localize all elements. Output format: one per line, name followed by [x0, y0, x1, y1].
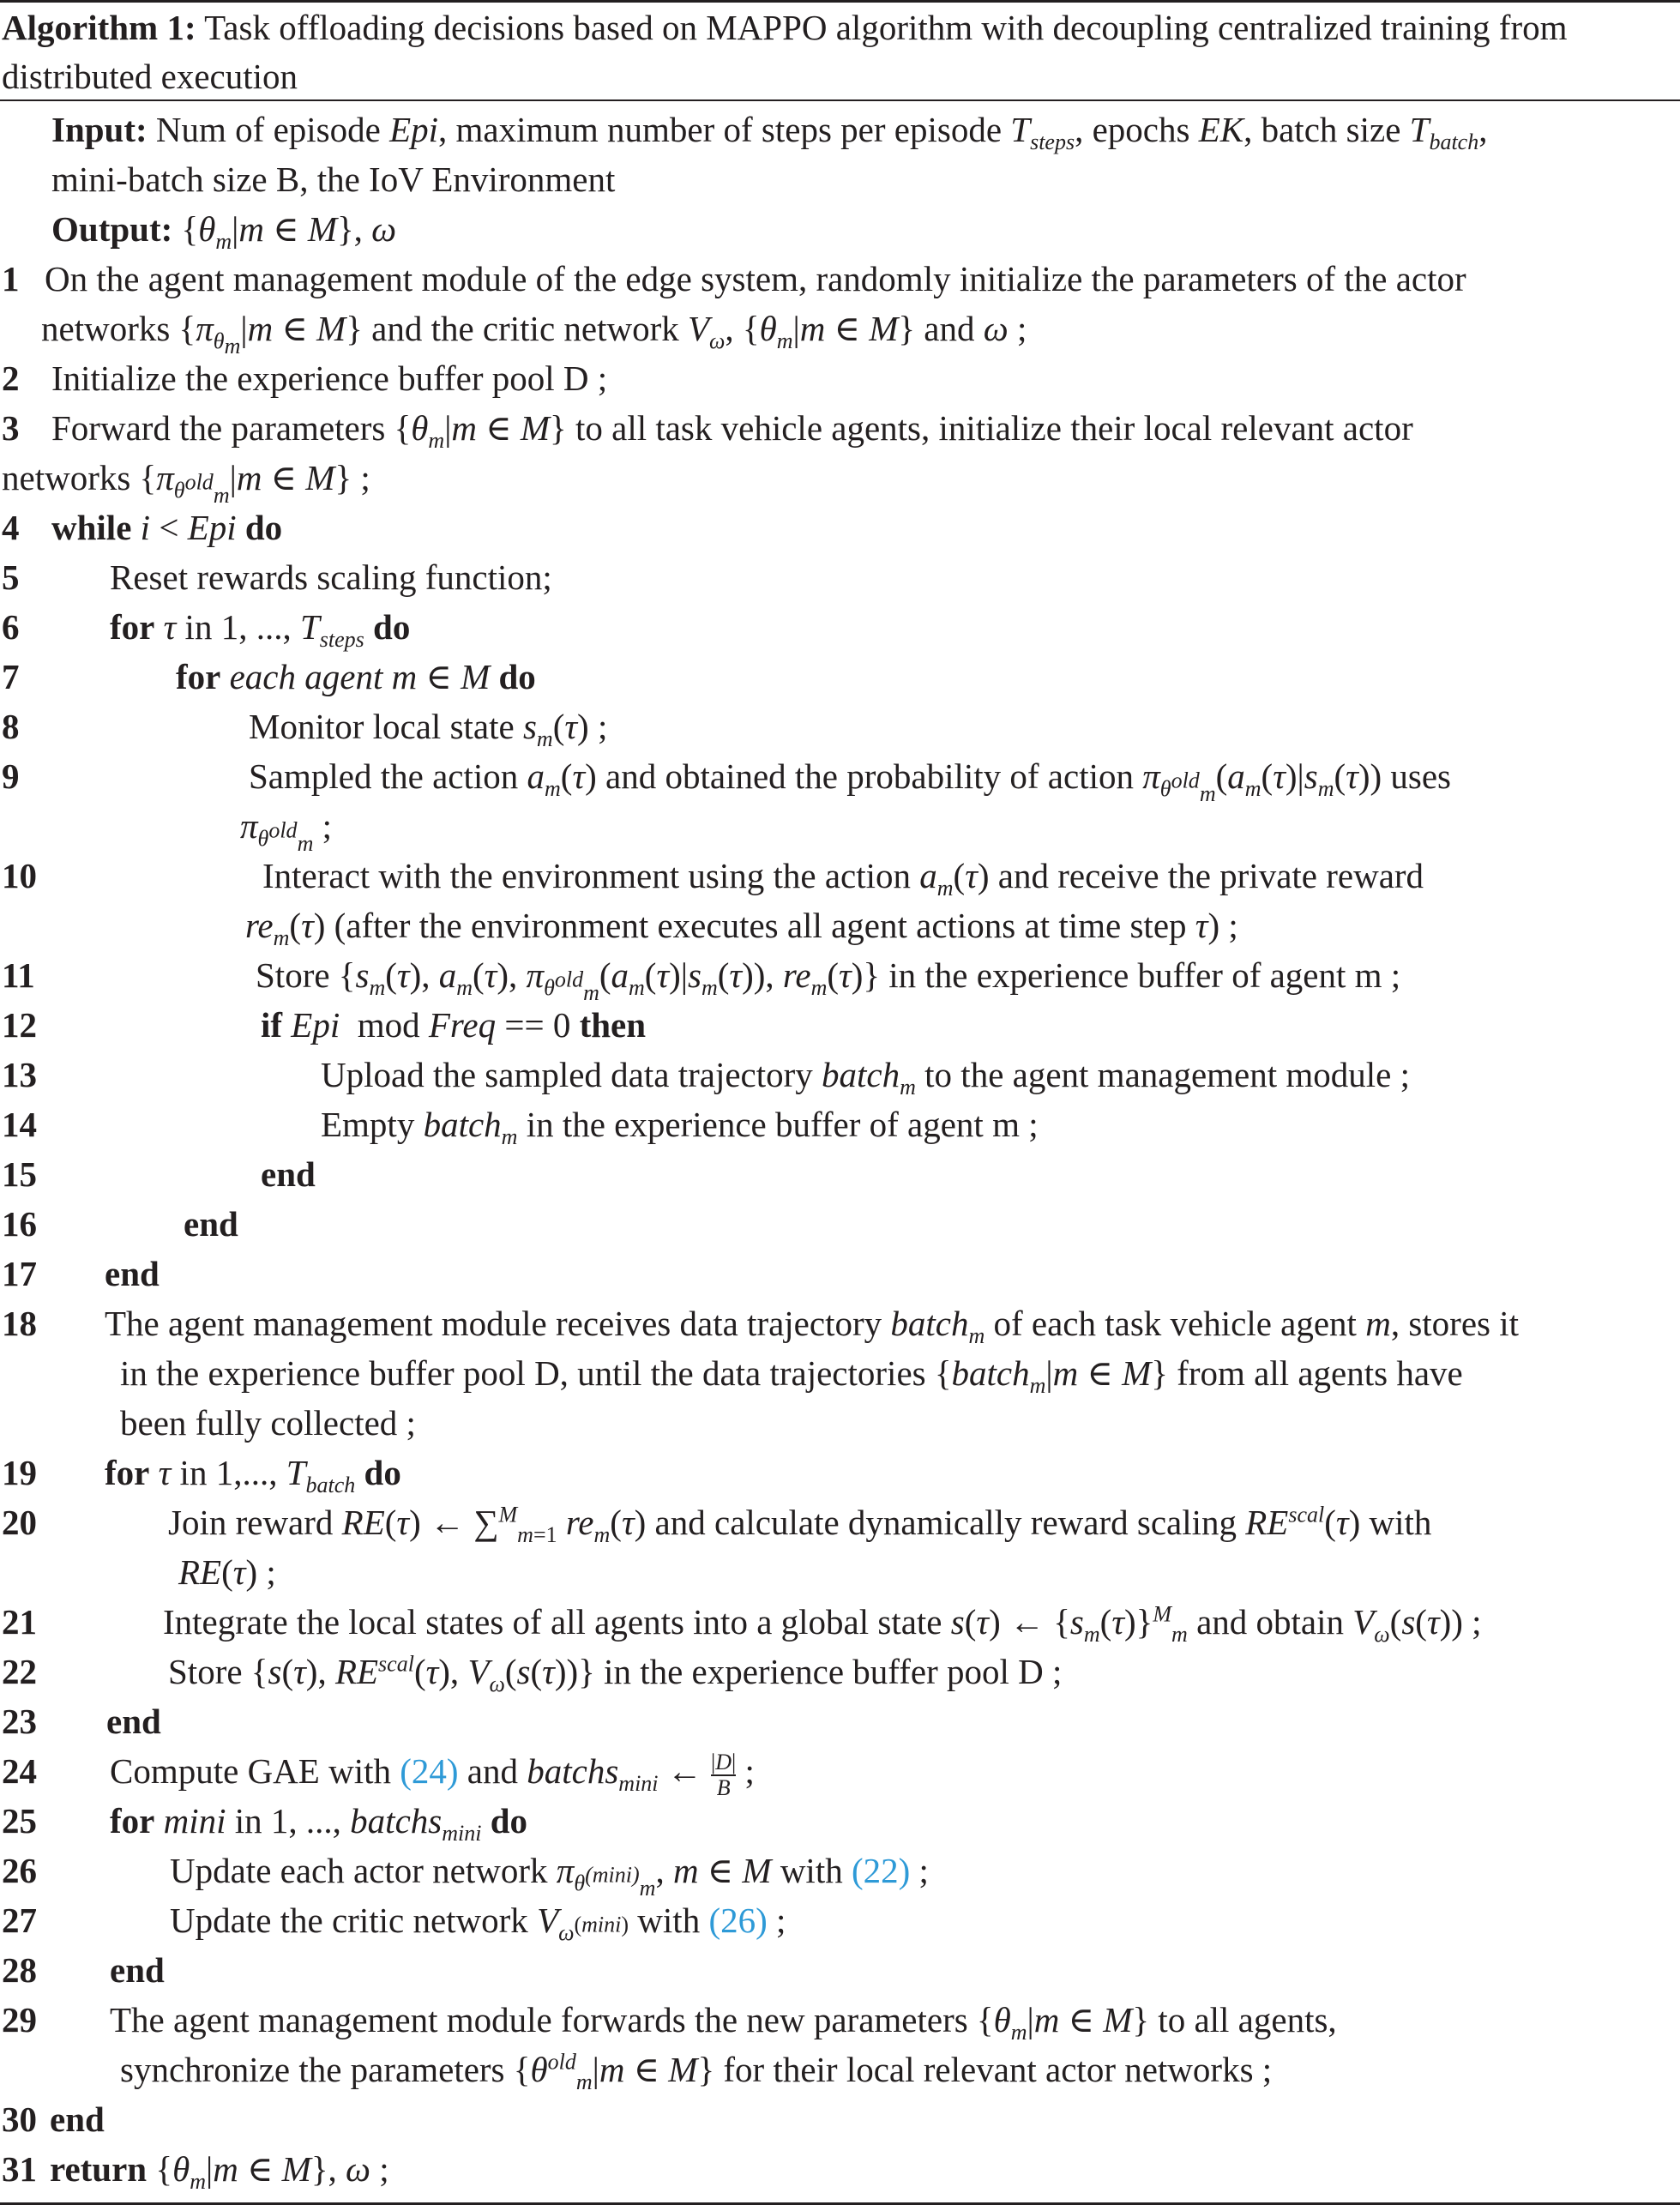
line-number: 29	[2, 2000, 37, 2039]
line-text: end	[261, 1154, 316, 1194]
line-number: 25	[2, 1801, 37, 1840]
line-number: 12	[2, 1005, 37, 1045]
line-number: 9	[2, 756, 20, 796]
line-text: end	[110, 1950, 165, 1990]
line-number: 26	[2, 1851, 37, 1890]
line-number: 17	[2, 1254, 37, 1293]
caption-rule	[0, 99, 1680, 101]
line-number: 8	[2, 707, 20, 746]
algorithm-caption	[2, 3, 1674, 101]
line-number: 15	[2, 1154, 37, 1194]
line-number: 4	[2, 508, 20, 547]
line-text: Initialize the experience buffer pool D ;	[51, 358, 608, 398]
top-rule	[0, 0, 1680, 3]
algorithm-block: Algorithm 1: Task offloading decisions based on MAPPO algorithm with decoupling centralized training from distributed execution Input: Num of episode Epi, maximum number of steps per episode $T_{steps}$, epochs EK, batch size $T_{batch}$, mini-batch size B, the IoV Environment Output: {$\theta_m|m$ ∈ M}, ω 1 On the agent management module of the edge system, randomly initialize the parameters of the actor networks {$\pi_{\theta_m}|m$ ∈ M} and the critic network $V_\omega$, {$\theta_m|m$ ∈ M} and ω ; 2 Initialize the experience buffer pool D ; 3 Forward the parameters {$\theta_m|m$ ∈ M} to all task vehicle agents, initialize their local relevant actor networks {$\pi_{\theta^{old}_m}|m$ ∈ M} ; 4 while i < Epi do 5 Reset rewards scaling function; 6 for τ in 1, ..., $T_{steps}$ do 7 for each agent m ∈ M do 8 Monitor local state $s_m(\tau)$ ; 9 Sampled the action $a_m(\tau)$ and obtained the probability of action $\pi_{\theta^{old}_m}(a_m(\tau)|s_m(\tau))$ uses $\pi_{\theta^{old}_m}$ ; 10 Interact with the environment using the action $a_m(\tau)$ and receive the private reward $re_m(\tau)$ (after the environment executes all agent actions at time step τ) ; 11 Store {$s_m(\tau)$, $a_m(\tau)$, $\pi_{\theta^{old}_m}(a_m(\tau)|s_m(\tau))$, $re_m(\tau)$} in the experience buffer of agent m ; 12 if Epi mod Freq == 0 then 13 Upload the sampled data trajectory batch$_m$ to the agent management module ; 14 Empty batch$_m$ in the experience buffer of agent m ; 15 end 16 end 17 end 18 The agent management module receives data trajectory batch$_m$ of each task vehicle agent m, stores it in the experience buffer pool D, until the data trajectories {batch$_m$|m ∈ M} from all agents have been fully collected ; 19 for τ in 1,..., $T_{batch}$ do 20 Join reward RE(τ) ← ∑$^M_{m=1}$ $re_m(\tau)$ and calculate dynamically reward scaling $RE^{scal}(\tau)$ with RE(τ) ; 21 Integrate the local states of all agents into a global state s(τ) ← $\{s_m(\tau)\}^M_m$ and obtain $V_\omega(s(\tau))$ ; 22 Store {s(τ), $RE^{scal}(\tau)$, $V_\omega(s(\tau))$} in the experience buffer pool D ; 23 end 24 Compute GAE with (24) and batchs$_{mini}$ ← $\frac{|D|}{B}$ ; 25 for mini in 1, ..., batchs$_{mini}$ do 26 Update each actor network $\pi_{\theta^{(mini)}_m}$, m ∈ M with (22) ; 27 Update the critic network $V_{\omega^{(mini)}}$ with (26) ; 28 end 29 The agent management module forwards the new parameters {$\theta_m|m$ ∈ M} to all agents, synchronize the parameters {$\theta^{old}_m|m$ ∈ M} for their local relevant actor networks ; 30 end 31 return {$\theta_m|m$ ∈ M}, ω ;	[0, 0, 1680, 2211]
line-number: 27	[2, 1901, 37, 1940]
line-number: 22	[2, 1652, 37, 1691]
line-number: 30	[2, 2100, 37, 2139]
algorithm-label: Algorithm 1:	[2, 8, 196, 47]
line-number: 14	[2, 1105, 37, 1144]
line-number: 3	[2, 408, 20, 448]
eq-26-link[interactable]: (26)	[708, 1901, 768, 1940]
line-number: 2	[2, 358, 20, 398]
line-text: Reset rewards scaling function;	[110, 557, 552, 597]
line-number: 18	[2, 1304, 37, 1343]
line-number: 31	[2, 2149, 37, 2189]
line-number: 7	[2, 657, 20, 696]
input-continuation: mini-batch size B, the IoV Environment	[51, 160, 616, 199]
input-label: Input:	[51, 110, 148, 149]
line-number: 16	[2, 1204, 37, 1244]
line-number: 5	[2, 557, 20, 597]
eq-24-link[interactable]: (24)	[400, 1751, 459, 1791]
line-number: 24	[2, 1751, 37, 1791]
output-label: Output:	[51, 209, 173, 249]
line-text: end	[50, 2100, 105, 2139]
line-number: 13	[2, 1055, 37, 1094]
line-number: 21	[2, 1602, 37, 1642]
line-number: 19	[2, 1453, 37, 1492]
bottom-rule	[0, 2202, 1680, 2205]
line-number: 1	[2, 259, 20, 298]
line-number: 10	[2, 856, 37, 895]
line-text: end	[105, 1254, 160, 1293]
line-number: 28	[2, 1950, 37, 1990]
line-text: end	[184, 1204, 238, 1244]
algorithm-title: Task offloading decisions based on MAPPO algorithm with decoupling centralized training from distributed execution	[2, 8, 1568, 96]
line-text: end	[106, 1702, 161, 1741]
line-number: 23	[2, 1702, 37, 1741]
line-number: 20	[2, 1503, 37, 1542]
eq-22-link[interactable]: (22)	[851, 1851, 911, 1890]
line-number: 6	[2, 607, 20, 647]
line-number: 11	[2, 955, 35, 995]
